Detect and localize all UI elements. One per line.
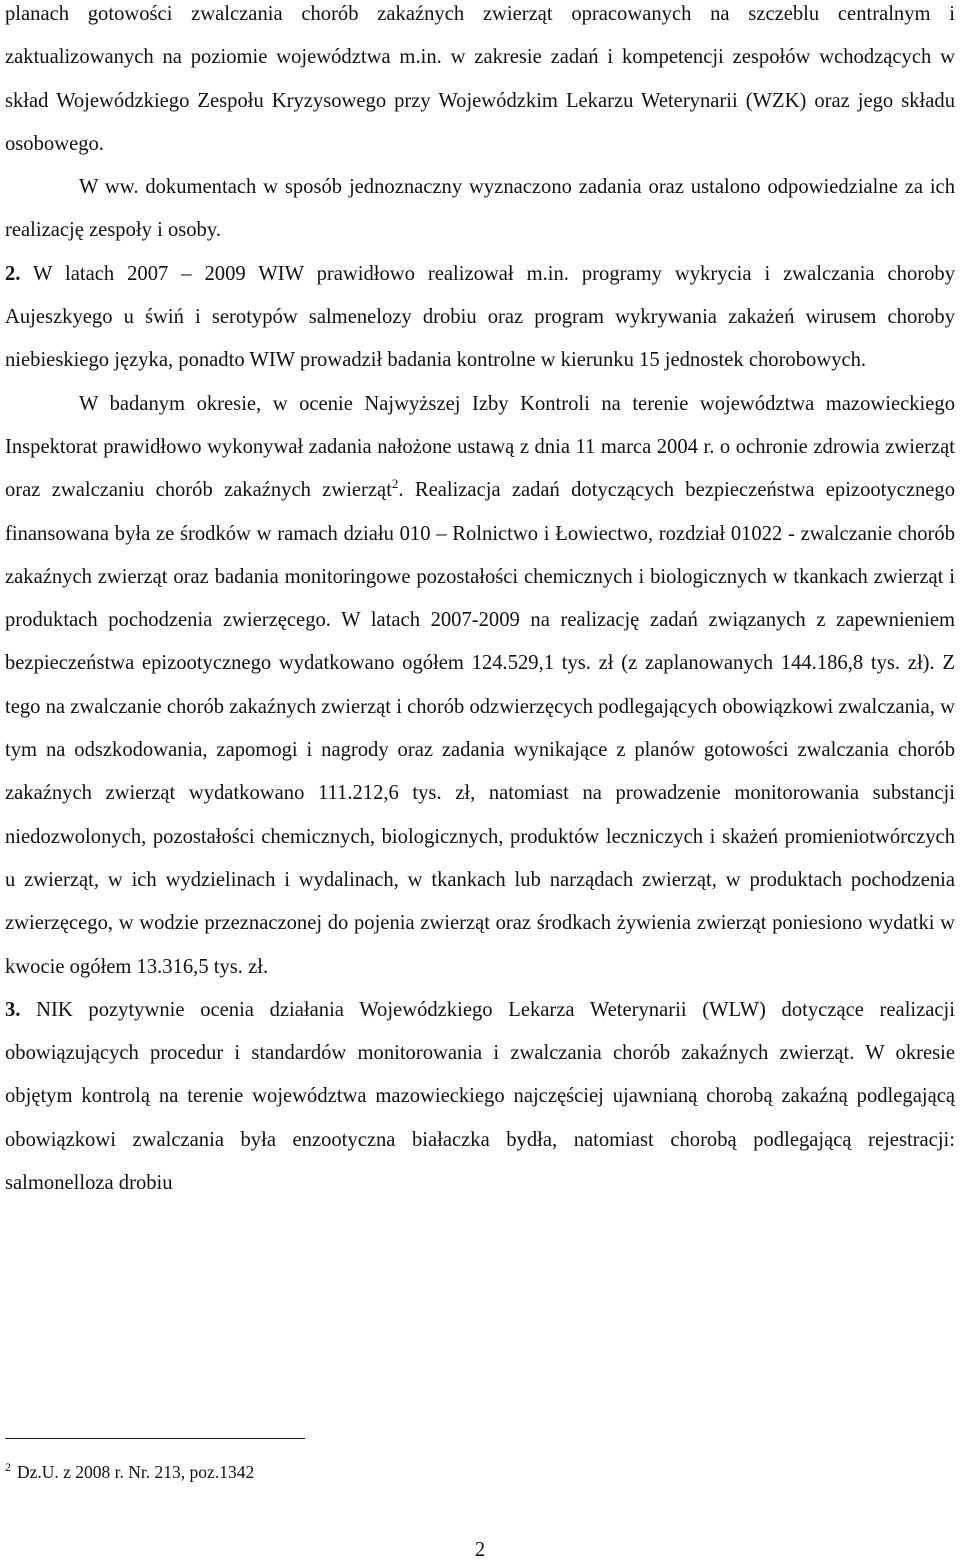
paragraph-4 — [5, 383, 955, 989]
footnote-separator — [5, 1438, 305, 1439]
paragraph-3-text: W latach 2007 – 2009 WIW prawidłowo realizował m.in. programy wykrycia i zwalczania choroby Aujeszkyego u świń i serotypów salmenelozy drobiu oraz program wykrywania zakażeń wirusem choroby niebieskiego języka, ponadto WIW prowadził badania kontrolne w kierunku 15 jednostek chorobowych. — [5, 262, 955, 372]
point-number-3: 3. — [5, 998, 21, 1021]
paragraph-5 — [5, 989, 955, 1205]
footnote-mark: 2 — [5, 1460, 11, 1475]
paragraph-1 — [5, 0, 955, 166]
paragraph-4-text-b: . Realizacja zadań dotyczących bezpieczeństwa epizootycznego finansowana była ze środków w ramach działu 010 – Rolnictwo i Łowiectwo, rozdział 01022 - zwalczanie chorób zakaźnych zwierząt oraz badania monitoringowe pozostałości chemicznych i biologicznych w tkankach zwierząt i produktach pochodzenia zwierzęcego. W latach 2007-2009 na realizację zadań związanych z zapewnieniem bezpieczeństwa epizootycznego wydatkowano ogółem 124.529,1 tys. zł (z zaplanowanych 144.186,8 tys. zł). Z tego na zwalczanie chorób zakaźnych zwierząt i chorób odzwierzęcych podlegających obowiązkowi zwalczania, w tym na odszkodowania, zapomogi i nagrody oraz zadania wynikające z planów gotowości zwalczania chorób zakaźnych zwierząt wydatkowano 111.212,6 tys. zł, natomiast na prowadzenie monitorowania substancji niedozwolonych, pozostałości chemicznych, biologicznych, produktów leczniczych i skażeń promieniotwórczych u zwierząt, w ich wydzielinach i wydalinach, w tkankach lub narządach zwierząt, w produktach pochodzenia zwierzęcego, w wodzie przeznaczonej do pojenia zwierząt oraz środkach żywienia zwierząt poniesiono wydatki w kwocie ogółem 13.316,5 tys. zł. — [5, 479, 955, 978]
footnote-text: Dz.U. z 2008 r. Nr. 213, poz.1342 — [17, 1462, 255, 1482]
paragraph-2-text: W ww. dokumentach w sposób jednoznaczny wyznaczono zadania oraz ustalono odpowiedzialne za ich realizację zespoły i osoby. — [5, 176, 955, 242]
paragraph-4-text-a: W badanym okresie, w ocenie Najwyższej Izby Kontroli na terenie województwa mazowieckiego Inspektorat prawidłowo wykonywał zadania nałożone ustawą z dnia 11 marca 2004 r. o ochronie zdrowia zwierząt oraz zwalczaniu chorób zakaźnych zwierząt — [5, 392, 955, 502]
document-page — [5, 0, 955, 1205]
footnote — [5, 1460, 254, 1484]
paragraph-5-text: NIK pozytywnie ocenia działania Wojewódzkiego Lekarza Weterynarii (WLW) dotyczące realizacji obowiązujących procedur i standardów monitorowania i zwalczania chorób zakaźnych zwierząt. W okresie objętym kontrolą na terenie województwa mazowieckiego najczęściej ujawnianą chorobą zakaźną podlegającą obowiązkowi zwalczania była enzootyczna białaczka bydła, natomiast chorobą podlegającą rejestracji: salmonelloza drobiu — [5, 998, 955, 1195]
paragraph-2 — [5, 166, 955, 253]
paragraph-1-text: planach gotowości zwalczania chorób zakaźnych zwierząt opracowanych na szczeblu centralnym i zaktualizowanych na poziomie województwa m.in. w zakresie zadań i kompetencji zespołów wchodzących w skład Wojewódzkiego Zespołu Kryzysowego przy Wojewódzkim Lekarzu Weterynarii (WZK) oraz jego składu osobowego. — [5, 3, 955, 155]
footnote-reference[interactable]: 2 — [391, 476, 399, 492]
paragraph-3 — [5, 253, 955, 383]
page-number: 2 — [474, 1539, 486, 1561]
point-number-2: 2. — [5, 262, 21, 285]
